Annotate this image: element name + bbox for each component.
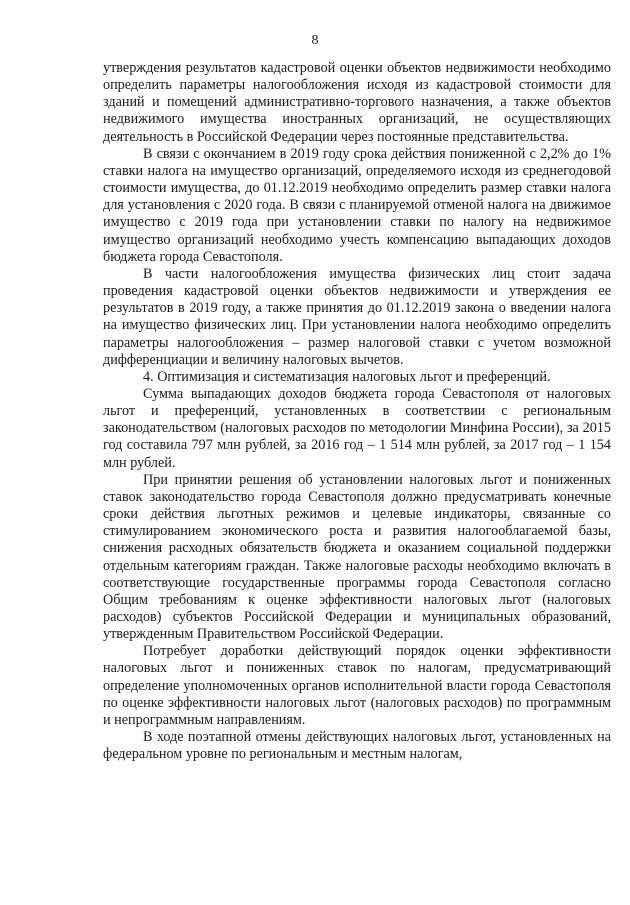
paragraph: При принятии решения об установлении налоговых льгот и пониженных ставок законодательство города Севастополя должно предусматривать конечные сроки действия льготных режимов и целевые индикаторы, связанные со стимулированием экономического роста и развития налогооблагаемой базы, снижения расходных обязательств бюджета и оказанием социальной поддержки отдельным категориям граждан. Также налоговые расходы необходимо включать в соответствующие государственные программы города Севастополя согласно Общим требованиям к оценке эффективности налоговых льгот (налоговых расходов) субъектов Российской Федерации и муниципальных образований, утвержденным Правительством Российской Федерации.	[103, 471, 611, 643]
document-body	[103, 60, 611, 763]
page-number: 8	[311, 33, 319, 48]
paragraph: Потребует доработки действующий порядок оценки эффективности налоговых льгот и пониженных ставок по налогам, предусматривающий определение уполномоченных органов исполнительной власти города Севастополя по оценке эффективности налоговых льгот (налоговых расходов) по программным и непрограммным направлениям.	[103, 643, 611, 728]
paragraph: В ходе поэтапной отмены действующих налоговых льгот, установленных на федеральном уровне по региональным и местным налогам,	[103, 729, 611, 763]
paragraph: В части налогообложения имущества физических лиц стоит задача проведения кадастровой оценки объектов недвижимости и утверждения ее результатов в 2019 году, а также принятия до 01.12.2019 закона о введении налога на имущество физических лиц. При установлении налога необходимо определить параметры налогообложения – размер налоговой ставки с учетом возможной дифференциации и величину налоговых вычетов.	[103, 265, 611, 368]
paragraph: Сумма выпадающих доходов бюджета города Севастополя от налоговых льгот и преференций, установленных в соответствии с региональным законодательством (налоговых расходов по методологии Минфина России), за 2015 год составила 797 млн рублей, за 2016 год – 1 514 млн рублей, за 2017 год – 1 154 млн рублей.	[103, 385, 611, 471]
paragraph: утверждения результатов кадастровой оценки объектов недвижимости необходимо определить параметры налогообложения исходя из кадастровой стоимости для зданий и помещений административно-торгового назначения, а также объектов недвижимого имущества иностранных организаций, не осуществляющих деятельность в Российской Федерации через постоянные представительства.	[103, 60, 611, 145]
paragraph: В связи с окончанием в 2019 году срока действия пониженной с 2,2% до 1% ставки налога на имущество организаций, определяемого исходя из среднегодовой стоимости имущества, до 01.12.2019 необходимо определить размер ставки налога для установления с 2020 года. В связи с планируемой отменой налога на движимое имущество с 2019 года при установлении ставки по налогу на недвижимое имущество организаций необходимо учесть компенсацию выпадающих доходов бюджета города Севастополя.	[103, 145, 611, 265]
section-heading: 4. Оптимизация и систематизация налоговых льгот и преференций.	[143, 368, 551, 385]
